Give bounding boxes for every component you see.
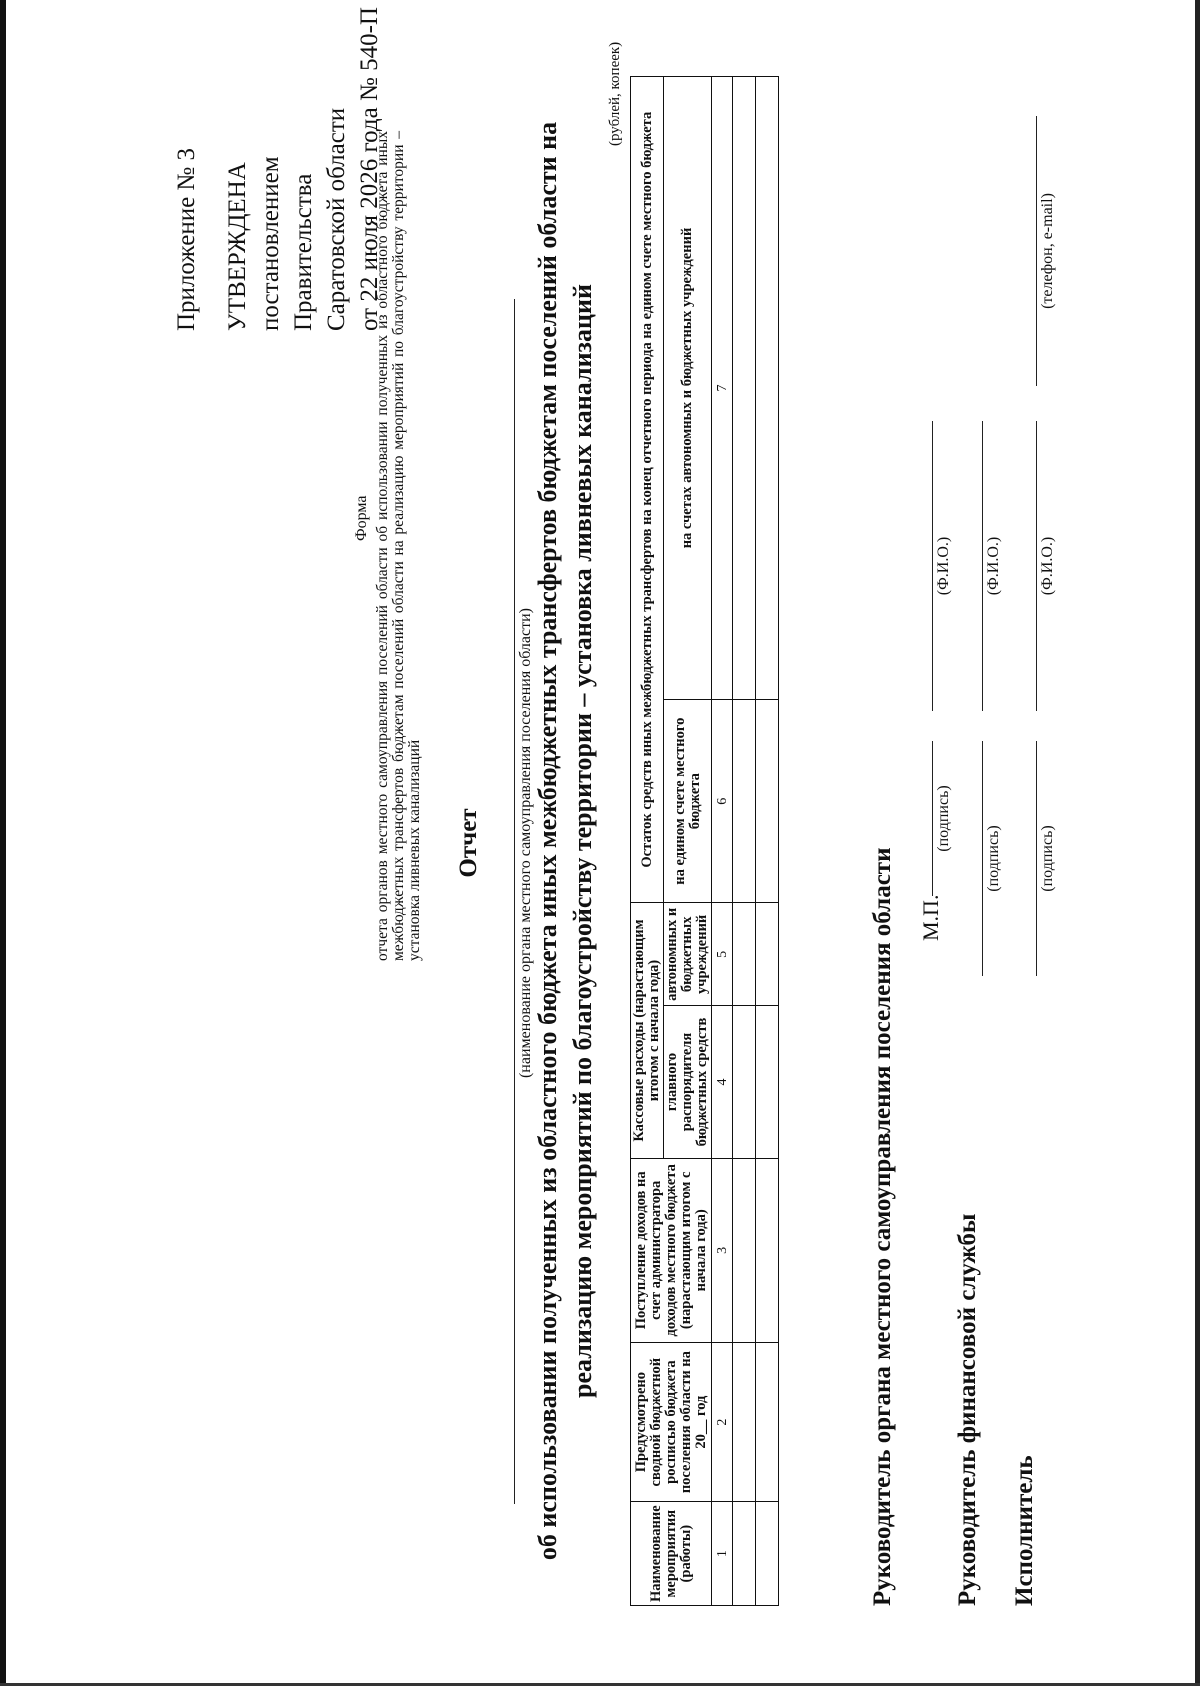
fio-caption: (Ф.И.О.)	[1039, 536, 1056, 596]
table-cell[interactable]	[756, 1502, 779, 1606]
report-title: Отчет	[455, 808, 482, 878]
column-header-single-account: на едином счете местного бюджета	[664, 699, 712, 902]
form-label: Форма	[353, 495, 370, 541]
column-number: 2	[712, 1342, 733, 1501]
column-number: 7	[712, 77, 733, 700]
units-note: (рублей, копеек)	[607, 41, 623, 146]
finance-signatory-title: Руководитель финансовой службы	[954, 1213, 981, 1606]
fio-caption: (Ф.И.О.)	[985, 536, 1002, 596]
head-fio-line[interactable]	[932, 421, 933, 711]
stamp-place: М.П.	[918, 894, 943, 941]
table-cell[interactable]	[733, 1158, 756, 1342]
table-cell[interactable]	[733, 903, 756, 1006]
column-header-revenue: Поступление доходов на счет администратора доходов местного бюджета (нарастающим итогом с начала года)	[631, 1158, 712, 1342]
finance-sign-line[interactable]	[982, 741, 983, 976]
column-group-expenses: Кассовые расходы (нарастающим итогом с начала года)	[631, 903, 664, 1158]
approval-line-2: Саратовской области	[323, 107, 350, 331]
executor-contact-line[interactable]	[1036, 116, 1037, 386]
table-cell[interactable]	[756, 1006, 779, 1158]
org-name-caption: (наименование органа местного самоуправления поселения области)	[517, 607, 534, 1079]
approval-block	[170, 0, 386, 331]
column-header-planned: Предусмотрено сводной бюджетной росписью бюджета поселения области на 20__ год	[631, 1342, 712, 1501]
fio-caption: (Ф.И.О.)	[935, 536, 952, 596]
table-cell[interactable]	[756, 77, 779, 700]
executor-fio-line[interactable]	[1036, 421, 1037, 711]
sign-caption: (подпись)	[1039, 825, 1056, 892]
table-cell[interactable]	[733, 77, 756, 700]
table-cell[interactable]	[733, 1006, 756, 1158]
sign-caption: (подпись)	[985, 825, 1002, 892]
column-number: 4	[712, 1006, 733, 1158]
approval-line-1: постановлением Правительства	[257, 156, 317, 331]
report-table	[630, 76, 779, 1606]
table-cell[interactable]	[733, 699, 756, 902]
executor-sign-line[interactable]	[1036, 741, 1037, 976]
table-cell[interactable]	[756, 903, 779, 1006]
column-header-institution-accounts: на счетах автономных и бюджетных учреждений	[664, 77, 712, 700]
report-heading: об использовании полученных из областного бюджета иных межбюджетных трансфертов бюджетам поселений области на реализацию мероприятий по благоустройству территории – установка ливневых канализаций	[533, 121, 597, 1561]
table-cell[interactable]	[756, 1158, 779, 1342]
contact-caption: (телефон, e-mail)	[1039, 193, 1056, 309]
table-cell[interactable]	[756, 699, 779, 902]
table-row-numbers	[712, 77, 733, 1606]
head-signatory-title: Руководитель органа местного самоуправления поселения области	[869, 847, 896, 1606]
approved-stamp: УТВЕРЖДЕНА	[224, 162, 251, 331]
column-number: 3	[712, 1158, 733, 1342]
finance-fio-line[interactable]	[982, 421, 983, 711]
org-name-field	[514, 299, 515, 1504]
table-row	[756, 77, 779, 1606]
column-header-main-manager: главного распорядителя бюджетных средств	[664, 1006, 712, 1158]
column-number: 6	[712, 699, 733, 902]
table-cell[interactable]	[756, 1342, 779, 1501]
executor-title: Исполнитель	[1011, 1455, 1038, 1606]
appendix-number: Приложение № 3	[173, 147, 200, 331]
column-header-measure: Наименование мероприятия (работы)	[631, 1502, 712, 1606]
column-number: 5	[712, 903, 733, 1006]
form-description: отчета органов местного самоуправления поселений области об использовании полученных из областного бюджета иных межбюджетных трансфертов бюджетам поселений области на реализацию мероприятий по благоустройству территории – установка ливневых канализаций	[374, 131, 423, 961]
column-number: 1	[712, 1502, 733, 1606]
column-group-balance: Остаток средств иных межбюджетных трансфертов на конец отчетного периода на едином счете местного бюджета	[631, 77, 664, 903]
table-row	[733, 77, 756, 1606]
table-cell[interactable]	[733, 1502, 756, 1606]
approval-line-3: от 22 июля 2026 года № 540-П	[356, 7, 383, 331]
sign-caption: (подпись)	[935, 785, 952, 852]
column-header-institutions: автономных и бюджетных учреждений	[664, 903, 712, 1006]
head-sign-line[interactable]	[932, 741, 933, 896]
table-cell[interactable]	[733, 1342, 756, 1501]
